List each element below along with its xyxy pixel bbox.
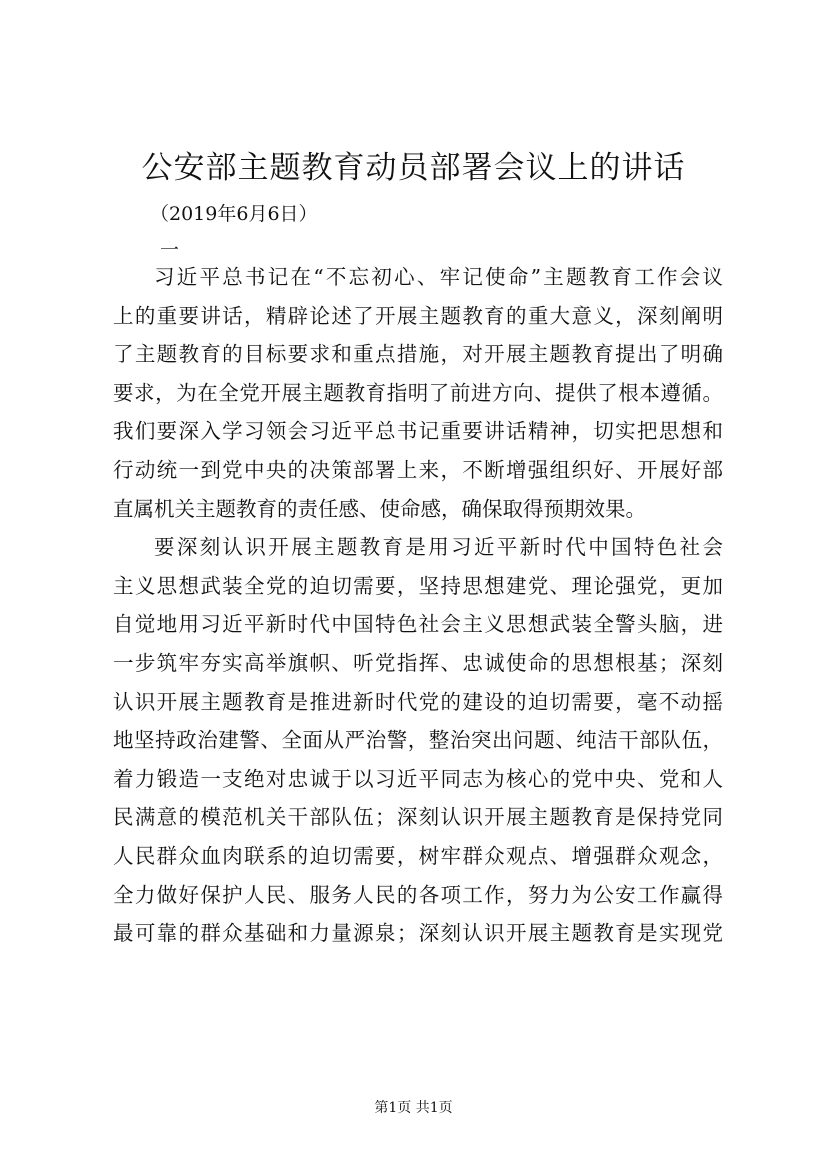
text-line: 自觉地用习近平新时代中国特色社会主义思想武装全警头脑，进 — [113, 612, 723, 637]
text-line: 最可靠的群众基础和力量源泉；深刻认识开展主题教育是实现党 — [113, 921, 723, 946]
text-line: 直属机关主题教育的责任感、使命感，确保取得预期效果。 — [113, 496, 646, 521]
text-line: 上的重要讲话，精辟论述了开展主题教育的重大意义，深刻阐明 — [113, 303, 723, 328]
text-line: 习近平总书记在“不忘初心、牢记使命”主题教育工作会议 — [154, 265, 723, 289]
text-line: 全力做好保护人民、服务人民的各项工作，努力为公安工作赢得 — [113, 882, 723, 907]
speech-date: （2019年6月6日） — [150, 203, 318, 225]
document-title: 公安部主题教育动员部署会议上的讲话 — [141, 150, 686, 186]
text-line: 地坚持政治建警、全面从严治警，整治突出问题、纯洁干部队伍， — [113, 728, 723, 753]
page-footer: 第1页 共1页 — [374, 1100, 453, 1116]
text-line: 主义思想武装全党的迫切需要，坚持思想建党、理论强党，更加 — [113, 573, 723, 598]
text-line: 我们要深入学习领会习近平总书记重要讲话精神，切实把思想和 — [113, 419, 723, 444]
section-number: 一 — [160, 239, 180, 261]
text-line: 要深刻认识开展主题教育是用习近平新时代中国特色社会 — [154, 535, 723, 560]
text-line: 行动统一到党中央的决策部署上来，不断增强组织好、开展好部 — [113, 457, 723, 482]
text-line: 要求，为在全党开展主题教育指明了前进方向、提供了根本遵循。 — [113, 380, 723, 405]
text-line: 认识开展主题教育是推进新时代党的建设的迫切需要，毫不动摇 — [113, 689, 723, 714]
text-line: 人民群众血肉联系的迫切需要，树牢群众观点、增强群众观念， — [113, 843, 723, 868]
body-text — [113, 258, 723, 953]
text-line: 民满意的模范机关干部队伍；深刻认识开展主题教育是保持党同 — [113, 805, 723, 830]
text-line: 着力锻造一支绝对忠诚于以习近平同志为核心的党中央、党和人 — [113, 766, 723, 791]
text-line: 了主题教育的目标要求和重点措施，对开展主题教育提出了明确 — [113, 342, 723, 367]
text-line: 一步筑牢夯实高举旗帜、听党指挥、忠诚使命的思想根基；深刻 — [113, 650, 723, 675]
